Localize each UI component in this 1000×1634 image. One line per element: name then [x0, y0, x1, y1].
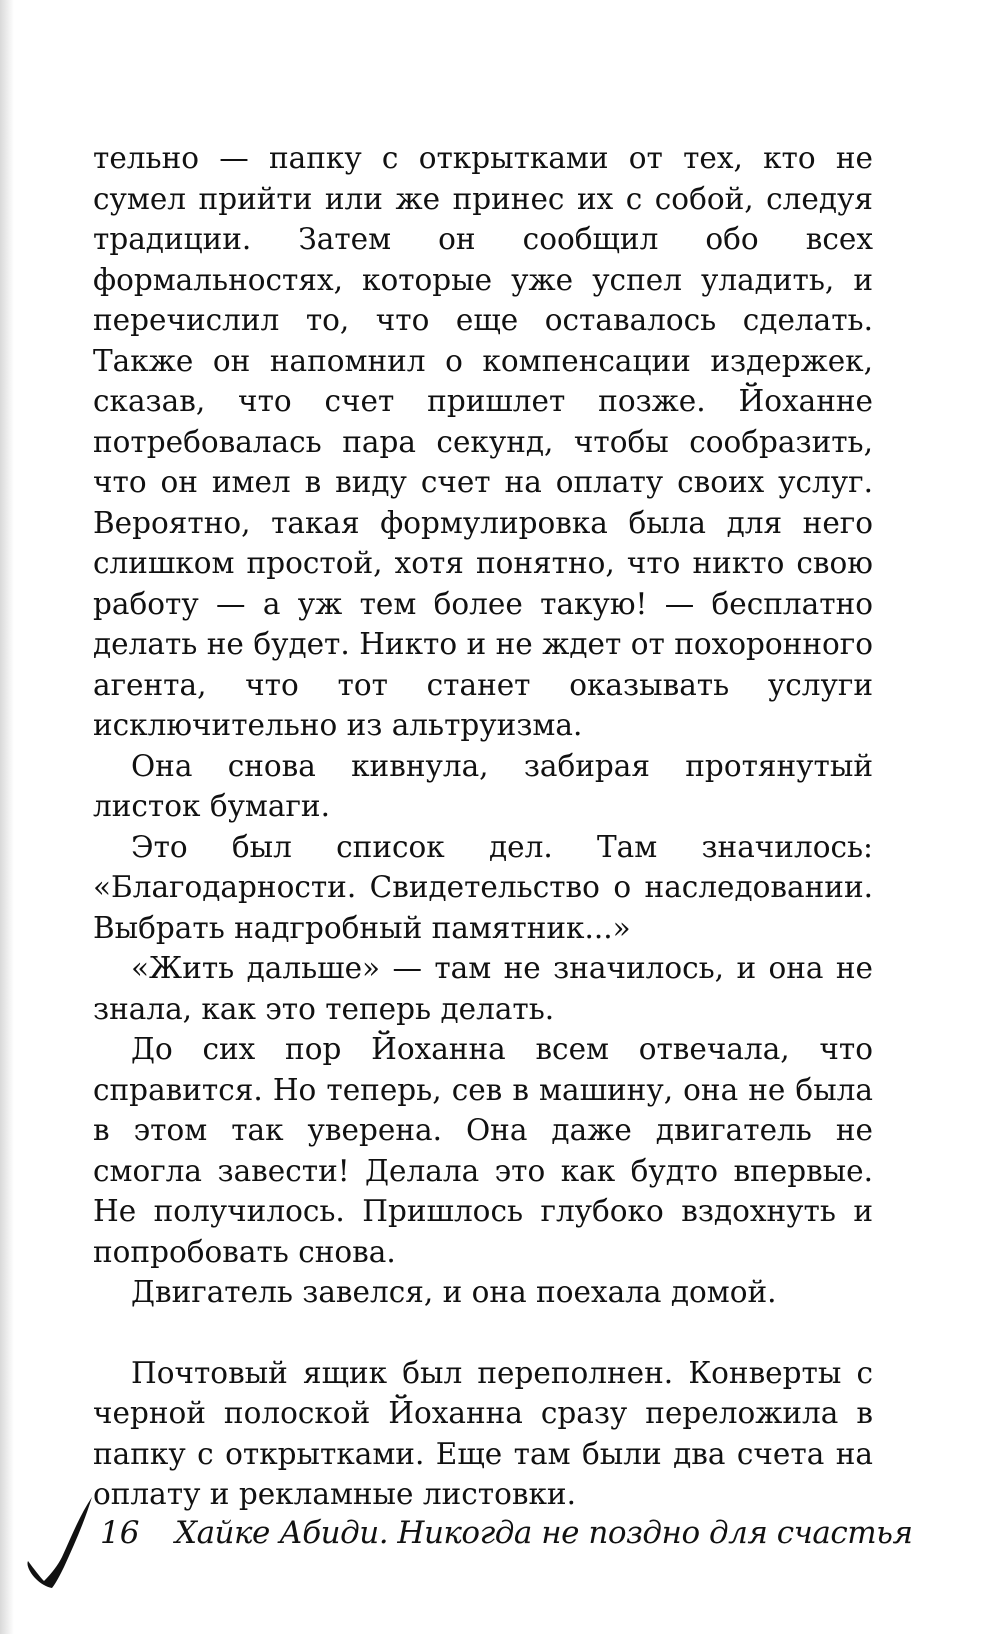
paragraph-1: тельно — папку с открытками от тех, кто не сумел прийти или же принес их с собой, следуя традиции. Затем он сообщил обо всех формальностях, которые уже успел уладить, и перечислил то, что еще оставалось сделать. Также он напомнил о компенсации издержек, сказав, что счет пришлет позже. Йоханне потребовалась пара секунд, чтобы сообразить, что он имел в виду счет на оплату своих услуг. Вероятно, такая формулировка была для него слишком простой, хотя понятно, что никто свою работу — а уж тем более такую! — бесплатно делать не будет. Никто и не ждет от похоронного агента, что тот станет оказывать услуги исключительно из альтруизма. [93, 141, 873, 742]
running-title: Хайке Абиди. Никогда не поздно для счастья [175, 1515, 913, 1551]
section-break [93, 1313, 873, 1353]
paragraph-3: Это был список дел. Там значилось: «Благодарности. Свидетельство о наследовании. Выбрать надгробный памятник...» [93, 829, 873, 945]
paragraph-4: «Жить дальше» — там не значилось, и она не знала, как это теперь делать. [93, 951, 873, 1026]
body-text [93, 138, 873, 1515]
leaf-icon [22, 1495, 102, 1590]
page-shadow [0, 0, 14, 1634]
paragraph-7: Почтовый ящик был переполнен. Конверты с черной полоской Йоханна сразу переложила в папку с открытками. Еще там были два счета на оплату и рекламные листовки. [93, 1355, 873, 1511]
paragraph-6: Двигатель завелся, и она поехала домой. [131, 1275, 777, 1309]
paragraph-2: Она снова кивнула, забирая протянутый листок бумаги. [93, 748, 873, 823]
page-number: 16 [100, 1515, 140, 1551]
page-footer [0, 1495, 1000, 1595]
paragraph-5: До сих пор Йоханна всем отвечала, что справится. Но теперь, сев в машину, она не была в этом так уверена. Она даже двигатель не смогла завести! Делала это как будто впервые. Не получилось. Пришлось глубоко вздохнуть и попробовать снова. [93, 1032, 873, 1269]
